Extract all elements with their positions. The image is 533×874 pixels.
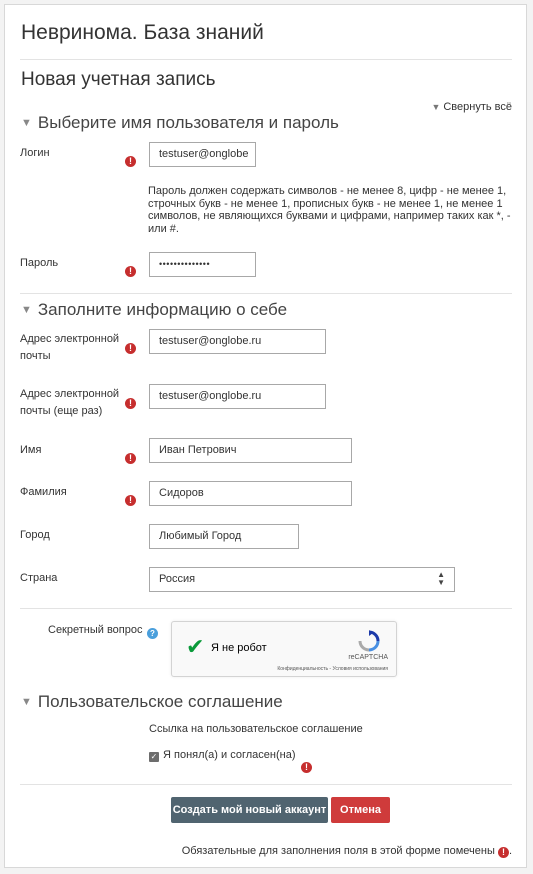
page-title: Новая учетная запись [21,69,216,90]
city-input[interactable]: Любимый Город [149,524,299,549]
section-toggle-account[interactable] [21,113,339,133]
recaptcha-brand: reCAPTCHA [348,654,388,661]
create-account-button[interactable]: Создать мой новый аккаунт [171,797,328,823]
up-down-arrows-icon: ▲ ▼ [437,570,445,587]
required-icon: ! [498,847,509,858]
required-icon: ! [125,453,136,464]
collapse-all-label: Свернуть всё [443,101,512,113]
site-title: Невринома. База знаний [21,21,264,44]
agree-checkbox[interactable]: ✓ [150,752,158,761]
section-header-label: Выберите имя пользователя и пароль [37,113,339,132]
lastname-label: Фамилия [20,486,67,498]
signup-form-card [4,4,527,868]
email-label: Адрес электронной почты [20,333,120,362]
password-label: Пароль [20,257,59,269]
required-icon: ! [125,343,136,354]
required-fields-note: Обязательные для заполнения поля в этой форме помечены ! . [181,845,512,857]
section-toggle-profile[interactable] [21,300,287,320]
section-header-label: Заполните информацию о себе [37,300,288,319]
city-label: Город [20,529,50,541]
policy-link[interactable]: Ссылка на пользовательское соглашение [149,723,363,735]
required-icon: ! [125,156,136,167]
recaptcha-logo-icon [358,630,380,652]
email-repeat-label: Адрес электронной почты (еще раз) [20,388,120,417]
triangle-down-icon: ▼ [21,117,32,129]
divider [20,784,512,785]
recaptcha-text: Я не робот [211,642,267,654]
section-toggle-policy[interactable] [21,692,283,712]
country-label: Страна [20,572,58,584]
password-input[interactable]: •••••••••••••• [149,252,256,277]
triangle-down-icon: ▼ [431,102,441,112]
lastname-input[interactable]: Сидоров [149,481,352,506]
firstname-label: Имя [20,444,42,456]
triangle-down-icon: ▼ [21,304,32,316]
email-repeat-input[interactable]: testuser@onglobe.ru [149,384,326,409]
required-note-text: Обязательные для заполнения поля в этой форме помечены [181,845,495,857]
recaptcha-terms[interactable]: Конфиденциальность - Условия использования [277,666,388,672]
section-header-label: Пользовательское соглашение [37,692,283,711]
required-icon: ! [125,266,136,277]
cancel-button[interactable]: Отмена [331,797,390,823]
email-input[interactable]: testuser@onglobe.ru [149,329,326,354]
agree-label: Я понял(а) и согласен(на) [163,749,296,761]
required-icon: ! [301,762,312,773]
question-circle-icon[interactable]: ? [147,628,158,639]
required-icon: ! [125,495,136,506]
login-input[interactable]: testuser@onglobe [149,142,256,167]
triangle-down-icon: ▼ [21,696,32,708]
divider [20,59,512,60]
login-label: Логин [20,147,50,159]
password-policy-hint: Пароль должен содержать символов - не менее 8, цифр - не менее 1, строчных букв - не менее 1, прописных букв - не менее 1, не менее 1 символов, не являющихся буквами и цифрами, например таких как *, - или #. [148,185,511,235]
country-select[interactable] [149,567,455,592]
country-select-value: Россия [159,573,196,585]
captcha-label: Секретный вопрос [48,624,143,636]
divider [20,293,512,294]
recaptcha-widget[interactable] [171,621,397,677]
checkmark-icon: ✔ [186,634,205,659]
firstname-input[interactable]: Иван Петрович [149,438,352,463]
divider [20,608,512,609]
collapse-all-link[interactable] [431,101,512,113]
required-icon: ! [125,398,136,409]
